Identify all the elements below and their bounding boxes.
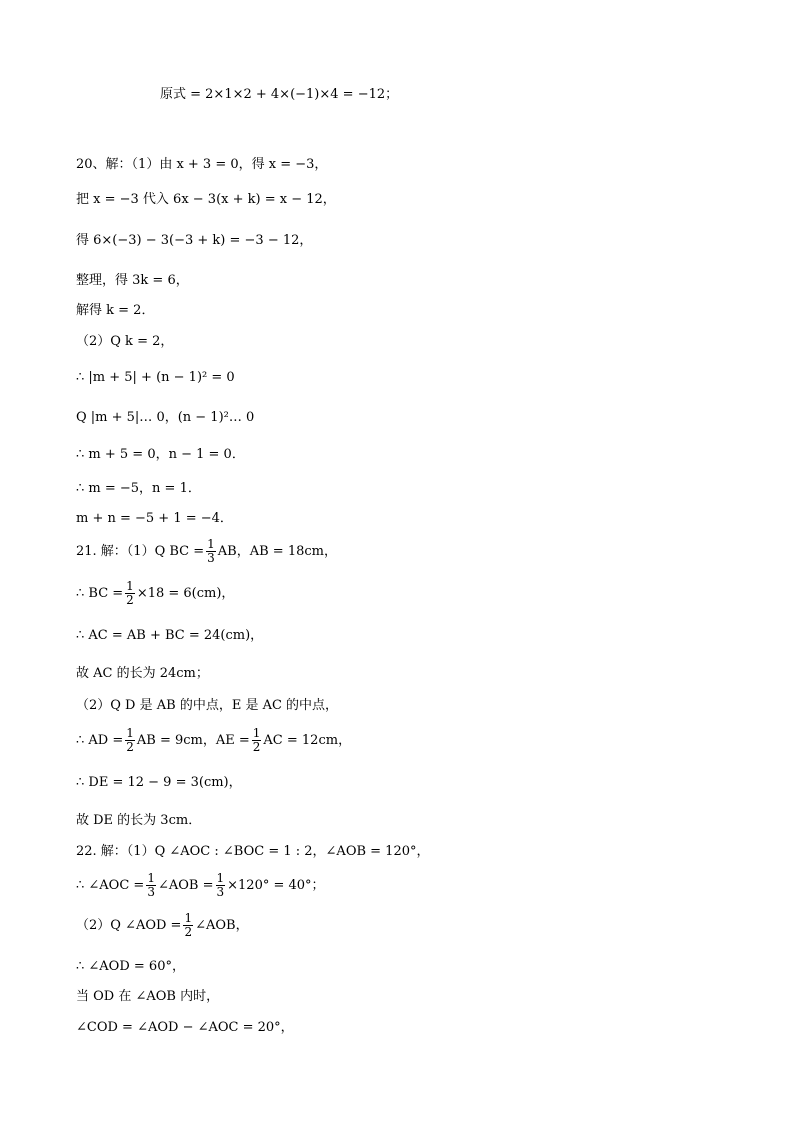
line-22-cod: ∠COD = ∠AOD − ∠AOC = 20°， [76, 1020, 294, 1035]
line-20-abs-sum: ∴ |m + 5| + (n − 1)² = 0 [76, 370, 235, 385]
fraction-numerator: 1 [207, 537, 215, 551]
line-20-substitute: 把 x = −3 代入 6x − 3(x + k) = x − 12， [76, 192, 336, 207]
line-21-conclusion1: 故 AC 的长为 24cm； [76, 666, 209, 681]
fraction-one-half [125, 727, 135, 753]
fraction-numerator: 1 [216, 871, 225, 885]
line-original-expression: 原式 = 2×1×2 + 4×(−1)×4 = −12； [160, 87, 399, 102]
fraction-denominator: 3 [147, 884, 155, 899]
fraction-denominator: 3 [207, 550, 215, 565]
text: ×120° = 40°； [227, 877, 325, 893]
line-20-values: ∴ m = −5，n = 1． [76, 481, 201, 496]
fraction-one-third [146, 872, 156, 898]
line-21-part1 [76, 538, 337, 564]
line-22-part2 [76, 912, 249, 938]
line-20-sum: m + n = −5 + 1 = −4． [76, 511, 233, 526]
line-22-part1: 22. 解：（1）Q ∠AOC : ∠BOC = 1 : 2，∠AOB = 120°， [76, 844, 430, 859]
fraction-denominator: 2 [126, 592, 134, 607]
line-21-ac: ∴ AC = AB + BC = 24(cm)， [76, 628, 264, 643]
fraction-denominator: 3 [216, 884, 225, 899]
fraction-one-half [252, 727, 262, 753]
text: ∠AOB = [157, 877, 214, 893]
text: AC = 12cm， [263, 732, 352, 748]
text: ×18 = 6(cm)， [136, 585, 235, 601]
line-20-simplify: 整理，得 3k = 6， [76, 273, 189, 288]
fraction-one-third [216, 872, 226, 898]
line-21-bc [76, 580, 234, 606]
fraction-denominator: 2 [126, 739, 134, 754]
text: ∴ AD = [76, 732, 124, 748]
line-20-zero: ∴ m + 5 = 0，n − 1 = 0． [76, 447, 245, 462]
fraction-numerator: 1 [252, 726, 261, 740]
fraction-one-third [206, 538, 216, 564]
line-21-de: ∴ DE = 12 − 9 = 3(cm)， [76, 775, 242, 790]
line-21-ad-ae [76, 727, 351, 753]
text: ∠AOB， [195, 917, 249, 933]
line-21-conclusion2: 故 DE 的长为 3cm． [76, 813, 202, 828]
text: AB = 9cm，AE = [136, 732, 250, 748]
fraction-one-half [125, 580, 135, 606]
text: ∴ ∠AOC = [76, 877, 145, 893]
line-21-part2: （2）Q D 是 AB 的中点，E 是 AC 的中点， [76, 698, 339, 713]
text: ∴ BC = [76, 585, 124, 601]
line-20-get: 得 6×(−3) − 3(−3 + k) = −3 − 12， [76, 233, 313, 248]
text: （2）Q ∠AOD = [76, 917, 182, 933]
line-22-aoc [76, 872, 325, 898]
line-20-nonneg: Q |m + 5|… 0，(n − 1)²… 0 [76, 410, 255, 425]
line-20-solve: 解得 k = 2． [76, 303, 155, 318]
line-20-part2: （2）Q k = 2， [76, 334, 174, 349]
fraction-one-half [183, 912, 193, 938]
fraction-numerator: 1 [126, 726, 134, 740]
line-22-case: 当 OD 在 ∠AOB 内时， [76, 989, 220, 1004]
text: 21. 解：（1）Q BC = [76, 543, 205, 559]
fraction-denominator: 2 [184, 924, 193, 939]
text: AB，AB = 18cm， [217, 543, 337, 559]
fraction-numerator: 1 [126, 579, 134, 593]
fraction-numerator: 1 [184, 911, 193, 925]
fraction-denominator: 2 [252, 739, 261, 754]
fraction-numerator: 1 [147, 871, 155, 885]
line-22-aod: ∴ ∠AOD = 60°， [76, 959, 185, 974]
line-20-step1: 20、解：（1）由 x + 3 = 0，得 x = −3， [76, 157, 328, 172]
